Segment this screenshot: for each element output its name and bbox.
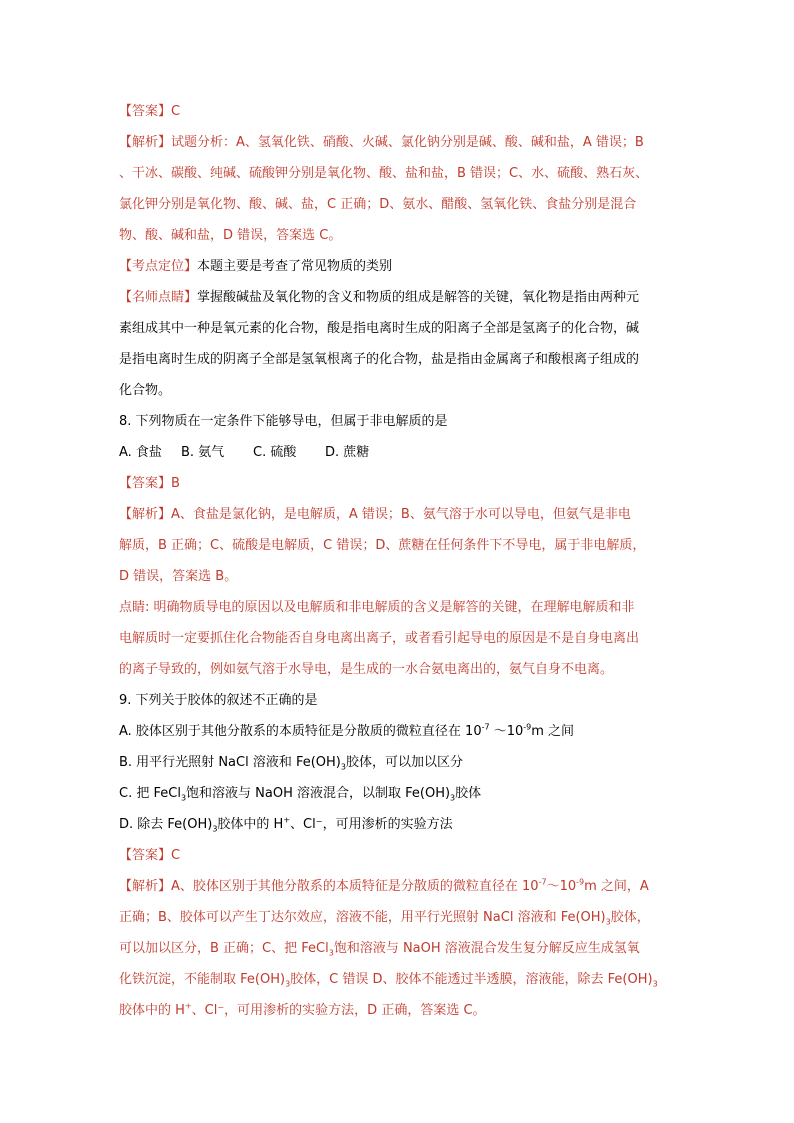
text: D. 除去 Fe(OH) [119,817,213,832]
option-a [119,716,679,747]
analysis-tag: 【解析】 [119,135,172,150]
dianjing-line: 电解质时一定要抓住化合物能否自身电离出离子，或者看引起导电的原因是不是自身电离出 [119,631,640,646]
question-9-stem: 9. 下列关于胶体的叙述不正确的是 [119,693,318,708]
text: ～10 [489,724,524,739]
analysis-line: D 错误，答案选 B。 [119,569,238,584]
text: C. 把 FeCl [119,786,181,801]
analysis-line [119,499,679,530]
text: A、胶体区别于其他分散系的本质特征是分散质的微粒直径在 10 [171,879,539,894]
mingshi-line [119,282,679,313]
kaodian-tag: 【考点定位】 [119,259,198,274]
analysis-line: 物、酸、碱和盐，D 错误，答案选 C。 [119,228,342,243]
mingshi-text: 掌握酸碱盐及氧化物的含义和物质的组成是解答的关键，氧化物是指由两种元 [197,290,640,305]
dianjing-text: 明确物质导电的原因以及电解质和非电解质的含义是解答的关键，在理解电解质和非 [149,600,635,615]
analysis-text: A、食盐是氯化钠，是电解质，A 错误；B、氨气溶于水可以导电，但氨气是非电 [171,507,631,522]
mingshi-tag: 【名师点睛】 [119,290,198,305]
answer-tag: 【答案】 [119,476,172,491]
text: A. 胶体区别于其他分散系的本质特征是分散质的微粒直径在 10 [119,724,482,739]
option-d [119,809,679,840]
superscript: -7 [481,722,490,732]
analysis-line [119,127,679,158]
kaodian-line [119,251,679,282]
text: m 之间 [531,724,575,739]
document-page [119,96,679,1026]
dianjing-line [119,592,679,623]
mingshi-line: 是指电离时生成的阴离子全部是氢氧根离子的化合物，盐是指由金属离子和酸根离子组成的 [119,352,640,367]
text: m 之间，A [584,879,649,894]
option-b: B. 氨气 [181,445,225,460]
answer-value: B [171,476,180,491]
superscript: -7 [538,877,547,887]
option-d: D. 蔗糖 [325,445,370,460]
subscript: 3 [450,793,456,803]
analysis-line: 、干冰、碳酸、纯碱、硫酸钾分别是氧化物、酸、盐和盐，B 错误；C、水、硫酸、熟石灰、 [119,166,649,181]
text: 胶体 [455,786,482,801]
subscript: 3 [328,948,334,958]
analysis-line: 解质，B 正确；C、硫酸是电解质，C 错误；D、蔗糖在任何条件下不导电，属于非电解质， [119,538,646,553]
analysis-line [119,933,679,964]
analysis-line [119,902,679,933]
text: 胶体， [610,910,650,925]
dianjing-tag: 点睛: [119,600,150,615]
answer-value: C [171,848,181,863]
mingshi-line: 素组成其中一种是氧元素的化合物，酸是指电离时生成的阳离子全部是氢离子的化合物，碱 [119,321,640,336]
text: B. 用平行光照射 NaCl 溶液和 Fe(OH) [119,755,341,770]
text: 可以加以区分，B 正确；C、把 FeCl [119,941,329,956]
superscript: + [283,815,291,825]
analysis-line [119,995,679,1026]
option-c: C. 硫酸 [253,445,297,460]
text: 、Cl⁻，可用渗析的实验方法，D 正确，答案选 C。 [191,1003,486,1018]
answer-line [119,96,679,127]
question-8-stem: 8. 下列物质在一定条件下能够导电，但属于非电解质的是 [119,414,448,429]
superscript: -9 [576,877,585,887]
text: 饱和溶液与 NaOH 溶液混合发生复分解反应生成氢氧 [333,941,640,956]
subscript: 3 [180,793,187,803]
kaodian-text: 本题主要是考查了常见物质的类别 [197,259,393,274]
option-b [119,747,679,778]
subscript: 3 [605,917,611,927]
question-8-options [119,437,679,468]
option-a: A. 食盐 [119,445,162,460]
subscript: 3 [652,979,658,989]
analysis-tag: 【解析】 [119,879,172,894]
mingshi-line: 化合物。 [119,383,172,398]
answer-value: C [171,104,181,119]
superscript: + [184,1001,192,1011]
text: 化铁沉淀，不能制取 Fe(OH) [119,972,286,987]
analysis-line [119,871,679,902]
subscript: 3 [340,762,346,772]
superscript: -9 [523,722,532,732]
text: 胶体中的 H [217,817,284,832]
text: 、Cl⁻，可用渗析的实验方法 [290,817,453,832]
text: 胶体中的 H [119,1003,185,1018]
answer-tag: 【答案】 [119,104,172,119]
text: ～10 [546,879,577,894]
option-c [119,778,679,809]
text: 胶体，C 错误 D、胶体不能透过半透膜，溶液能，除去 Fe(OH) [290,972,653,987]
analysis-line [119,964,679,995]
analysis-text: 试题分析：A、氢氧化铁、硝酸、火碱、氯化钠分别是碱、酸、碱和盐，A 错误；B [171,135,644,150]
answer-tag: 【答案】 [119,848,172,863]
text: 饱和溶液与 NaOH 溶液混合，以制取 Fe(OH) [186,786,451,801]
analysis-line: 氯化钾分别是氧化物、酸、碱、盐，C 正确；D、氨水、醋酸、氢氧化铁、食盐分别是混合 [119,197,637,212]
subscript: 3 [285,979,291,989]
dianjing-line: 的离子导致的，例如氨气溶于水导电，是生成的一水合氨电离出的，氨气自身不电离。 [119,662,614,677]
text: 正确；B、胶体可以产生丁达尔效应，溶液不能，用平行光照射 NaCl 溶液和 Fe(OH) [119,910,606,925]
analysis-tag: 【解析】 [119,507,172,522]
subscript: 3 [212,824,218,834]
answer-line [119,840,679,871]
answer-line [119,468,679,499]
text: 胶体，可以加以区分 [345,755,463,770]
